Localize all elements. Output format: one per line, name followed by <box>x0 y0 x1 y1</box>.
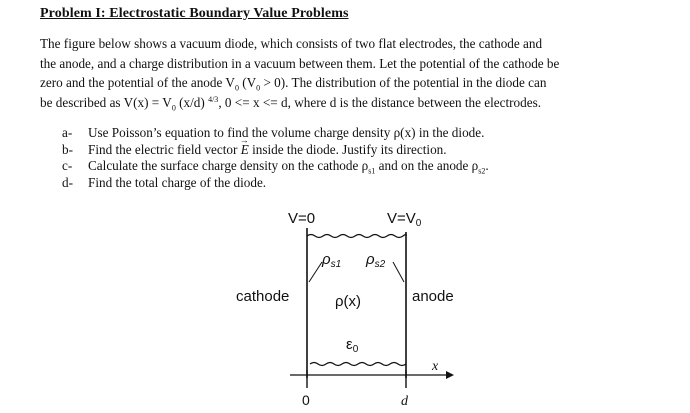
rho-s2-label: $\rho_{s2}$ <box>366 251 386 270</box>
x-axis-label: x <box>432 359 439 374</box>
paragraph-line-2: the anode, and a charge distribution in a vacuum between them. Let the potential of the cathode be <box>40 55 560 71</box>
tick-zero-label: 0 <box>302 392 310 408</box>
tick-d-label: d <box>401 394 408 409</box>
cathode-label: cathode <box>236 288 290 305</box>
epsilon-label: $\varepsilon_0$ <box>346 336 359 355</box>
potential-right-label: $V=V_0$ <box>387 210 422 229</box>
rho-x-label: ρ(x) <box>335 293 362 310</box>
question-label: a- <box>62 125 73 140</box>
question-text: Find the electric field vector → E inside the diode. Justify its direction. <box>88 142 447 159</box>
bottom-wavy-boundary <box>310 363 406 366</box>
paragraph-line-4: be described as $V(x) = V_0$ (x/d) $^{4/3}$, 0 <= x <= d, where d is the distance between the electrodes. <box>40 94 542 113</box>
problem-title: Problem I: Electrostatic Boundary Value Problems <box>40 6 349 21</box>
top-wavy-boundary <box>307 235 406 238</box>
question-text: Find the total charge of the diode. <box>88 174 267 190</box>
paragraph-line-1: The figure below shows a vacuum diode, which consists of two flat electrodes, the cathode and <box>40 36 543 51</box>
paragraph-line-3: zero and the potential of the anode $V_0$ $(V_0 > 0)$. The distribution of the potential in the diode can <box>40 75 547 93</box>
electric-field-vector: → E <box>241 142 249 159</box>
rho-s1-leader <box>309 262 322 282</box>
rho-s1-label: $\rho_{s1}$ <box>322 251 342 270</box>
anode-label: anode <box>412 288 454 305</box>
question-label: d- <box>62 174 73 190</box>
question-text: Use Poisson’s equation to find the volume charge density ρ(x) in the diode. <box>88 125 485 140</box>
question-label: b- <box>62 141 73 157</box>
question-label: c- <box>62 158 73 173</box>
x-axis-arrow-icon <box>446 371 454 379</box>
rho-s2-leader <box>393 262 404 282</box>
potential-left-label: V=0 <box>288 210 316 227</box>
question-text: Calculate the surface charge density on the cathode $\rho_{s1}$ and on the anode $\rho_{s2}$. <box>88 158 489 176</box>
